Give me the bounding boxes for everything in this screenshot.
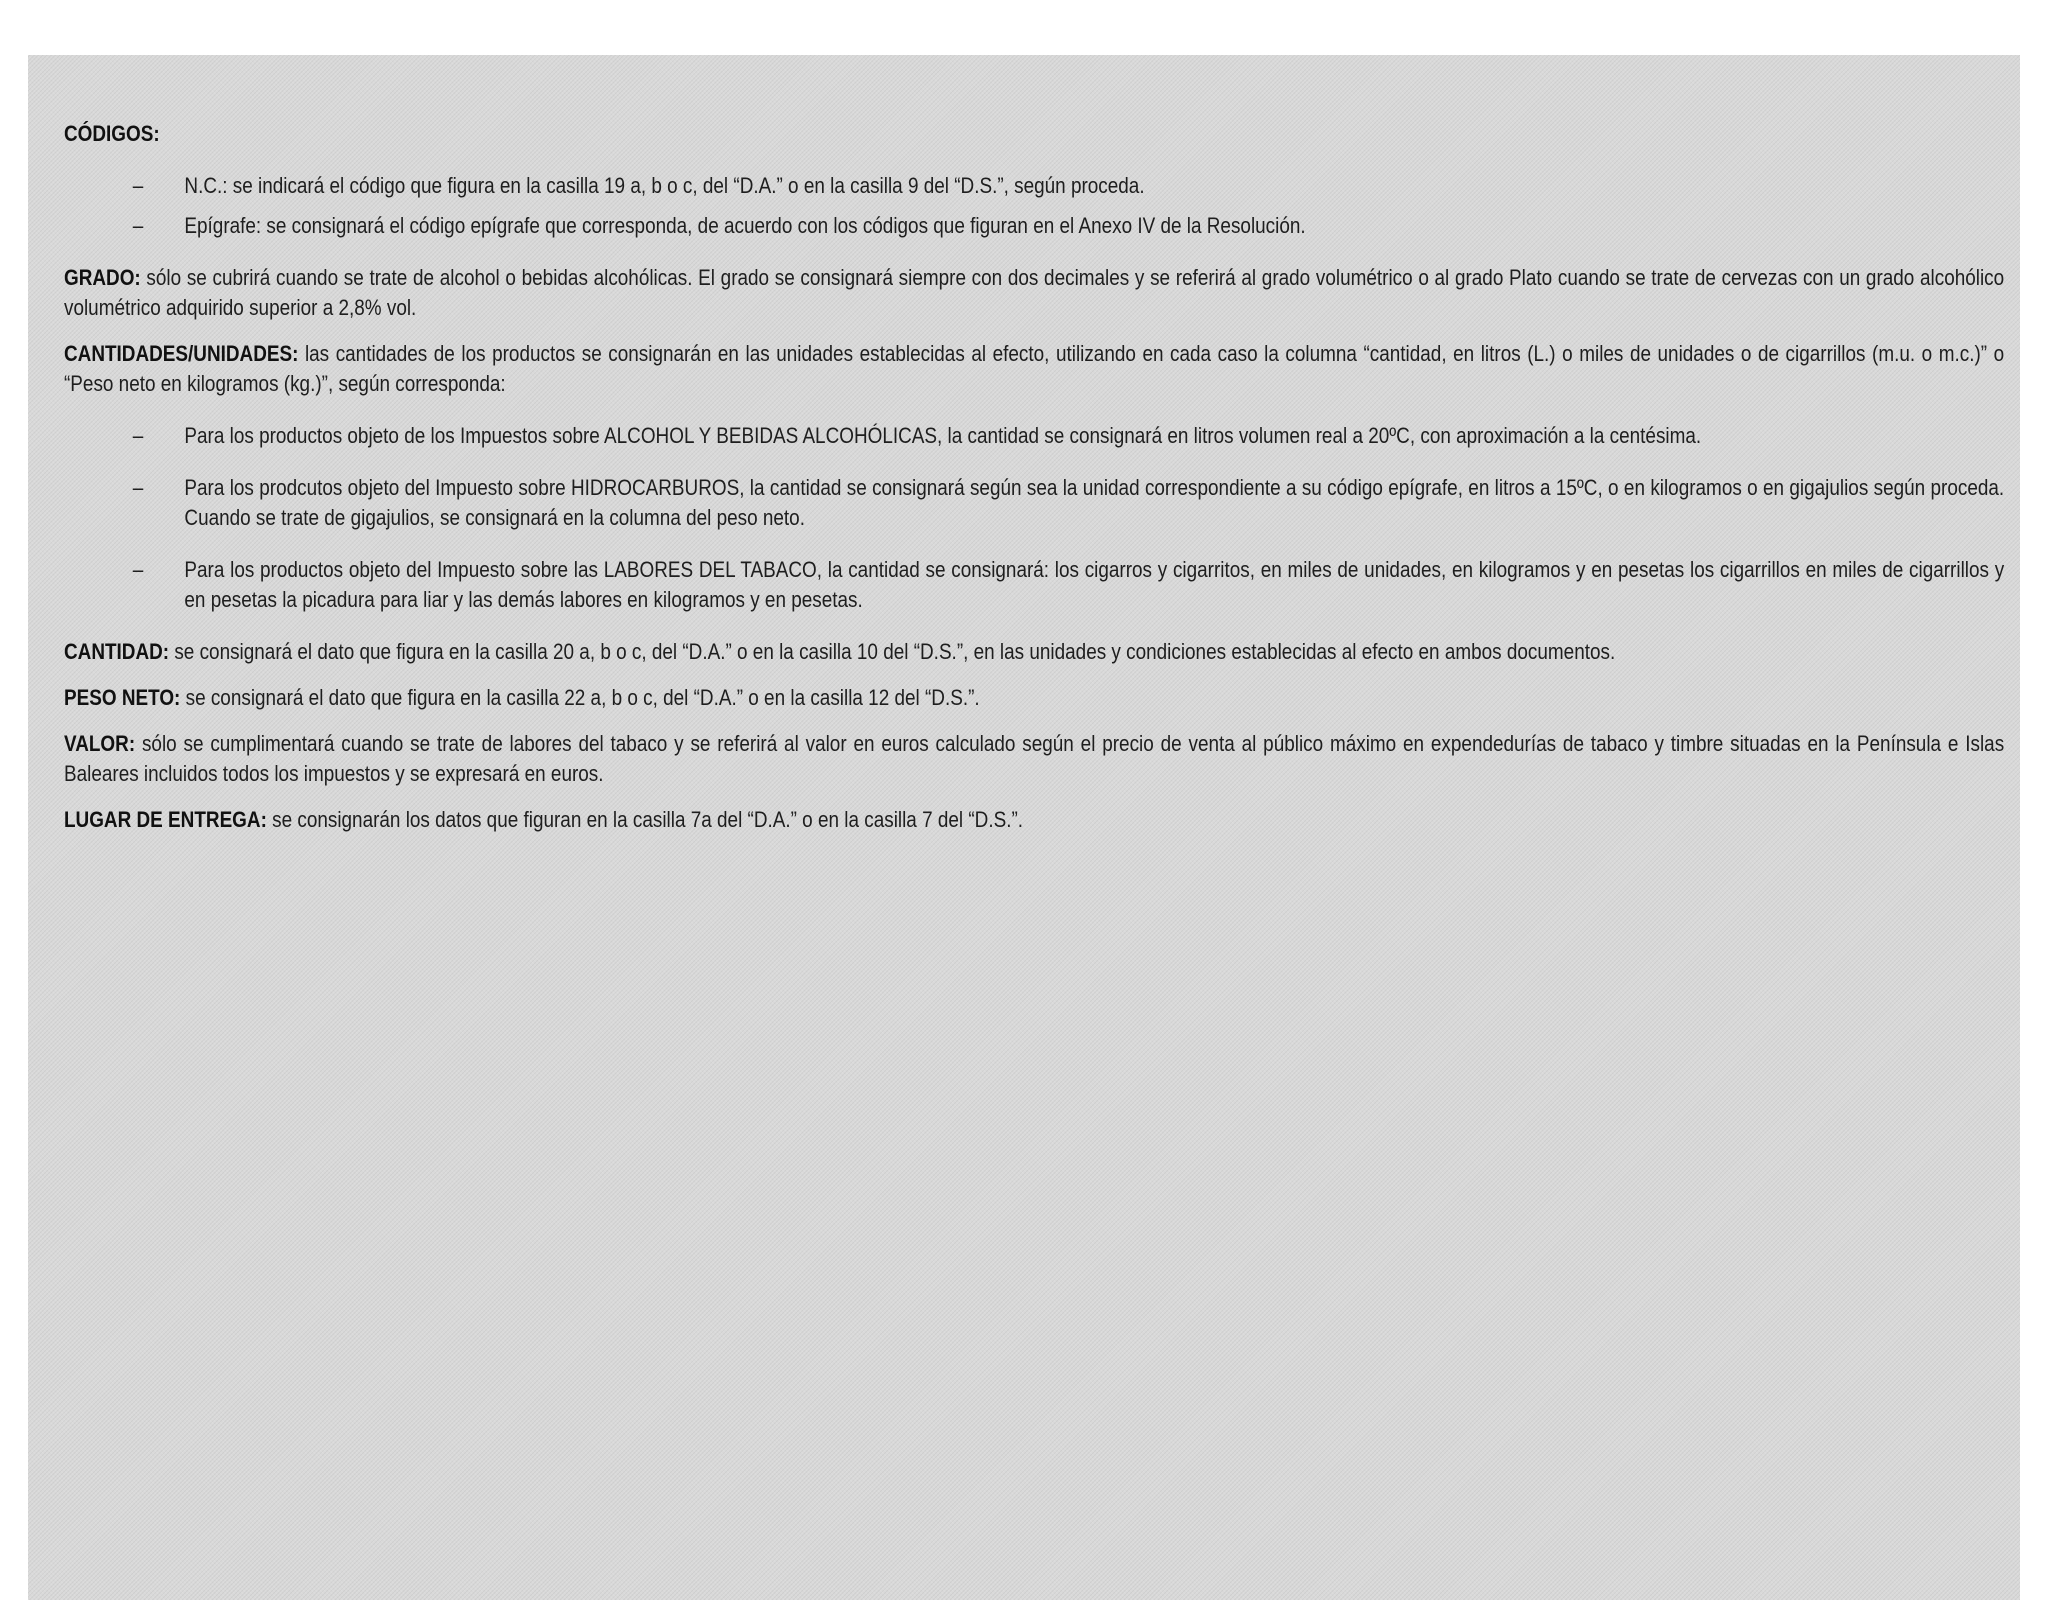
lugar-entrega-text: se consignarán los datos que figuran en la casilla 7a del “D.A.” o en la casilla 7 del “D.S.”. bbox=[266, 807, 1024, 832]
dash-bullet: – bbox=[132, 213, 144, 238]
codigos-item-nc: N.C.: se indicará el código que figura en la casilla 19 a, b o c, del “D.A.” o en la casilla 9 del “D.S.”, según proceda. bbox=[184, 173, 1145, 198]
list-item bbox=[64, 171, 2004, 201]
list-item bbox=[64, 555, 2004, 615]
cantidades-unidades-paragraph bbox=[64, 339, 2004, 399]
dash-bullet: – bbox=[132, 173, 144, 198]
list-item bbox=[64, 473, 2004, 533]
grado-paragraph bbox=[64, 263, 2004, 323]
codigos-list bbox=[64, 171, 2004, 241]
hidrocarburos-item: Para los prodcutos objeto del Impuesto sobre HIDROCARBUROS, la cantidad se consignará según sea la unidad correspondiente a su código epígrafe, en litros a 15ºC, o en kilogramos o en gigajulios según proceda. Cuando se trate de gigajulios, se consignará en la columna del peso neto. bbox=[184, 475, 2005, 530]
cantidad-text: se consignará el dato que figura en la casilla 20 a, b o c, del “D.A.” o en la casilla 10 del “D.S.”, en las unidades y condiciones establecidas al efecto en ambos documentos. bbox=[169, 639, 1616, 664]
list-item bbox=[64, 421, 2004, 451]
lugar-entrega-label: LUGAR DE ENTREGA: bbox=[64, 807, 267, 832]
dash-bullet: – bbox=[132, 557, 144, 582]
grado-text: sólo se cubrirá cuando se trate de alcohol o bebidas alcohólicas. El grado se consignará siempre con dos decimales y se referirá al grado volumétrico o al grado Plato cuando se trate de cervezas con un grado alcohólico volumétrico adquirido superior a 2,8% vol. bbox=[64, 265, 2005, 320]
document-page bbox=[28, 55, 2020, 1600]
grado-label: GRADO: bbox=[64, 265, 141, 290]
lugar-entrega-paragraph bbox=[64, 805, 2004, 835]
valor-text: sólo se cumplimentará cuando se trate de labores del tabaco y se referirá al valor en euros calculado según el precio de venta al público máximo en expendedurías de tabaco y timbre situadas en la Península e Islas Baleares incluidos todos los impuestos y se expresará en euros. bbox=[64, 731, 2005, 786]
dash-bullet: – bbox=[132, 475, 144, 500]
valor-paragraph bbox=[64, 729, 2004, 789]
dash-bullet: – bbox=[132, 423, 144, 448]
codigos-item-epigrafe: Epígrafe: se consignará el código epígrafe que corresponda, de acuerdo con los códigos que figuran en el Anexo IV de la Resolución. bbox=[184, 213, 1306, 238]
codigos-heading: CÓDIGOS: bbox=[64, 121, 160, 146]
cantidad-paragraph bbox=[64, 637, 2004, 667]
peso-neto-paragraph bbox=[64, 683, 2004, 713]
cantidad-label: CANTIDAD: bbox=[64, 639, 170, 664]
list-item bbox=[64, 211, 2004, 241]
peso-neto-label: PESO NETO: bbox=[64, 685, 181, 710]
tabaco-item: Para los productos objeto del Impuesto sobre las LABORES DEL TABACO, la cantidad se consignará: los cigarros y cigarritos, en miles de unidades, en kilogramos y en pesetas los cigarrillos en miles de cigarrillos y en pesetas la picadura para liar y las demás labores en kilogramos y en pesetas. bbox=[184, 557, 2005, 612]
alcohol-item: Para los productos objeto de los Impuestos sobre ALCOHOL Y BEBIDAS ALCOHÓLICAS, la cantidad se consignará en litros volumen real a 20ºC, con aproximación a la centésima. bbox=[184, 423, 1702, 448]
cantidades-unidades-label: CANTIDADES/UNIDADES: bbox=[64, 341, 299, 366]
valor-label: VALOR: bbox=[64, 731, 136, 756]
peso-neto-text: se consignará el dato que figura en la casilla 22 a, b o c, del “D.A.” o en la casilla 12 del “D.S.”. bbox=[180, 685, 980, 710]
cantidades-unidades-text: las cantidades de los productos se consignarán en las unidades establecidas al efecto, utilizando en cada caso la columna “cantidad, en litros (L.) o miles de unidades o de cigarrillos (m.u. o m.c.)” o “Peso neto en kilogramos (kg.)”, según corresponda: bbox=[64, 341, 2005, 396]
cantidades-unidades-list bbox=[64, 421, 2004, 615]
document-body bbox=[64, 119, 2005, 851]
